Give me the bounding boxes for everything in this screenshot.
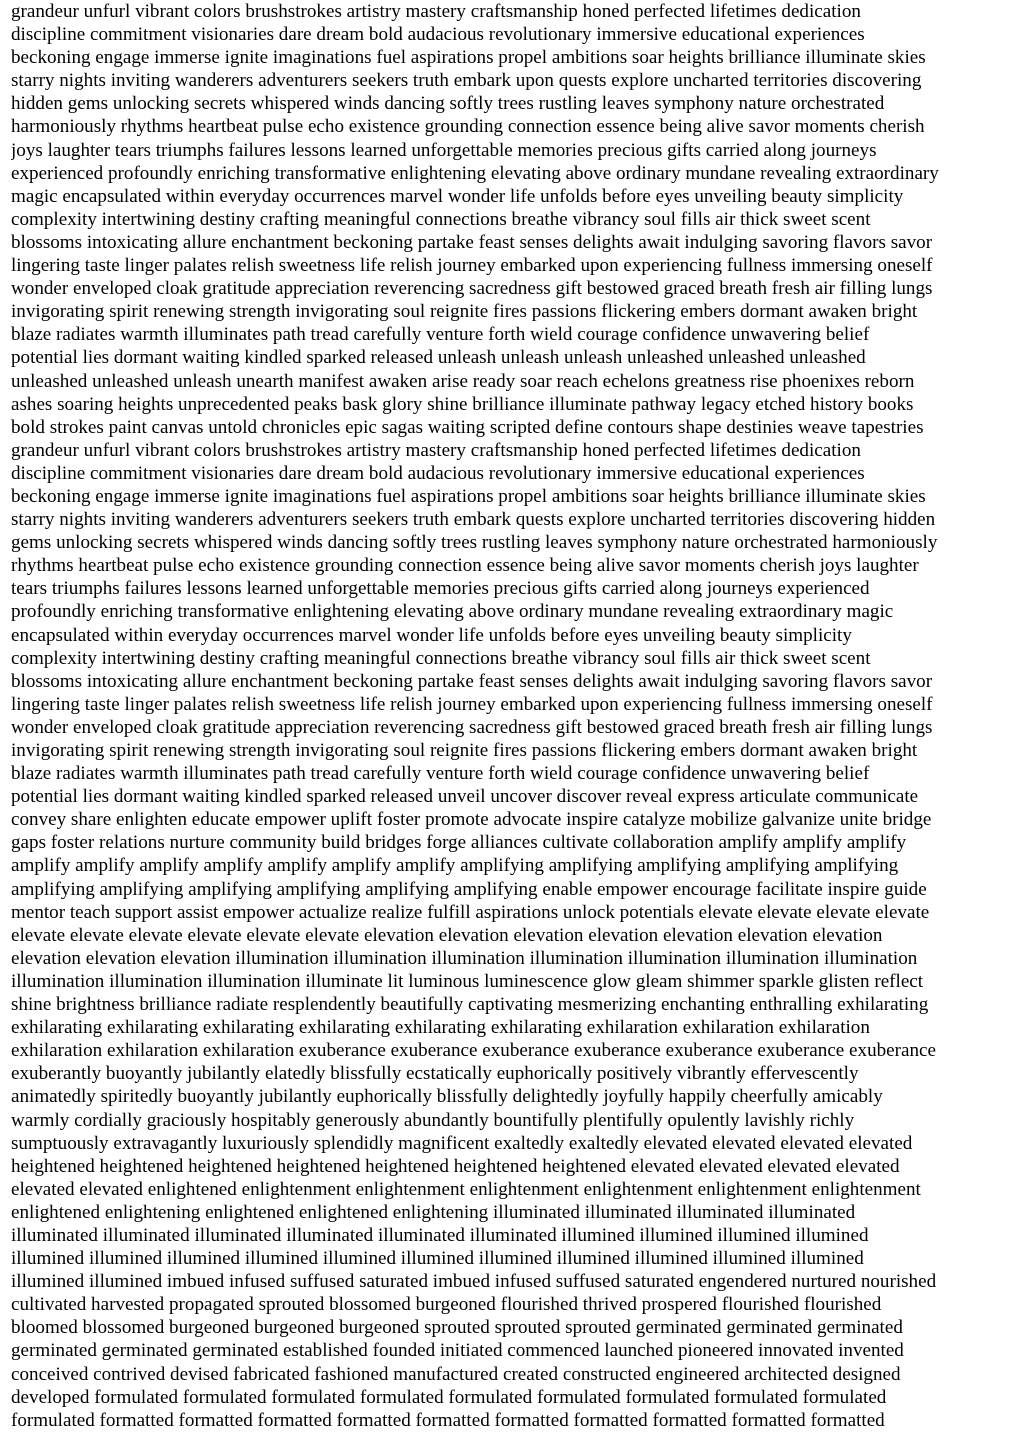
text-line: formulated formatted formatted formatted formatted formatted formatted formatted formatted formatted formatted: [11, 1409, 885, 1431]
text-line: profoundly enriching transformative enlightening elevating above ordinary mundane revealing extraordinary magic: [11, 601, 894, 623]
text-line: cultivated harvested propagated sprouted blossomed burgeoned flourished thrived prospered flourished flourished: [11, 1294, 882, 1316]
text-line: wonder enveloped cloak gratitude appreciation reverencing sacredness gift bestowed graced breath fresh air filling lungs: [11, 278, 933, 300]
text-line: bold strokes paint canvas untold chronicles epic sagas waiting scripted define contours shape destinies weave tapestries: [11, 416, 924, 438]
text-line: illumined illumined illumined illumined illumined illumined illumined illumined illumined illumined illumined: [11, 1248, 864, 1270]
text-line: discipline commitment visionaries dare dream bold audacious revolutionary immersive educational experiences: [11, 24, 865, 46]
text-line: magic encapsulated within everyday occurrences marvel wonder life unfolds before eyes unveiling beauty simplicity: [11, 185, 904, 207]
text-line: invigorating spirit renewing strength invigorating soul reignite fires passions flickering embers dormant awaken bright: [11, 740, 918, 761]
text-line: animatedly spiritedly buoyantly jubilantly euphorically blissfully delightedly joyfully happily cheerfully amicably: [11, 1086, 883, 1108]
text-line: complexity intertwining destiny crafting meaningful connections breathe vibrancy soul fills air thick sweet scent: [11, 208, 871, 230]
text-line: rhythms heartbeat pulse echo existence grounding connection essence being alive savor moments cherish joys laughter: [11, 555, 919, 577]
text-line: illumined illumined imbued infused suffused saturated imbued infused suffused saturated engendered nurtured nourished: [11, 1271, 937, 1293]
text-line: amplify amplify amplify amplify amplify amplify amplify amplifying amplifying amplifying amplifying amplifying: [11, 855, 899, 877]
text-line: gaps foster relations nurture community build bridges forge alliances cultivate collaboration amplify amplify amplify: [11, 832, 907, 854]
text-line: germinated germinated germinated established founded initiated commenced launched pioneered innovated invented: [11, 1340, 904, 1362]
text-line: wonder enveloped cloak gratitude appreciation reverencing sacredness gift bestowed graced breath fresh air filling lungs: [11, 716, 933, 738]
text-line: lingering taste linger palates relish sweetness life relish journey embarked upon experiencing fullness immersing oneself: [11, 255, 933, 277]
text-line: starry nights inviting wanderers adventurers seekers truth embark quests explore uncharted territories discovering hidden: [11, 509, 936, 531]
text-line: convey share enlighten educate empower uplift foster promote advocate inspire catalyze mobilize galvanize unite bridge: [11, 809, 932, 831]
text-line: illuminated illuminated illuminated illuminated illuminated illuminated illumined illumined illumined illumined: [11, 1224, 869, 1246]
text-line: exhilarating exhilarating exhilarating exhilarating exhilarating exhilarating exhilaration exhilaration exhilaration: [11, 1017, 870, 1039]
text-line: potential lies dormant waiting kindled sparked released unveil uncover discover reveal express articulate communicate: [11, 786, 919, 808]
text-line: discipline commitment visionaries dare dream bold audacious revolutionary immersive educational experiences: [11, 462, 865, 484]
text-line: joys laughter tears triumphs failures lessons learned unforgettable memories precious gifts carried along journeys: [11, 139, 877, 161]
text-line: starry nights inviting wanderers adventurers seekers truth embark upon quests explore uncharted territories discovering: [11, 70, 922, 92]
text-line: potential lies dormant waiting kindled sparked released unleash unleash unleash unleashed unleashed unleashed: [11, 347, 866, 369]
text-line: unleashed unleashed unleash unearth manifest awaken arise ready soar reach echelons greatness rise phoenixes reborn: [11, 370, 915, 392]
text-line: lingering taste linger palates relish sweetness life relish journey embarked upon experiencing fullness immersing oneself: [11, 693, 933, 715]
text-line: warmly cordially graciously hospitably generously abundantly bountifully plentifully opulently lavishly richly: [11, 1109, 855, 1131]
text-line: elevate elevate elevate elevate elevate elevate elevation elevation elevation elevation elevation elevation elevation: [11, 924, 883, 946]
text-line: experienced profoundly enriching transformative enlightening elevating above ordinary mundane revealing extraordinary: [11, 162, 939, 184]
text-line: heightened heightened heightened heightened heightened heightened heightened elevated elevated elevated elevated: [11, 1155, 900, 1177]
text-line: exuberantly buoyantly jubilantly elatedly blissfully ecstatically euphorically positively vibrantly effervescently: [11, 1063, 859, 1085]
text-line: tears triumphs failures lessons learned unforgettable memories precious gifts carried along journeys experienced: [11, 578, 870, 600]
text-line: amplifying amplifying amplifying amplifying amplifying amplifying enable empower encourage facilitate inspire guide: [11, 878, 927, 900]
text-line: elevated elevated enlightened enlightenment enlightenment enlightenment enlightenment enlightenment enlightenment: [11, 1178, 921, 1200]
text-line: conceived contrived devised fabricated fashioned manufactured created constructed engineered architected designed: [11, 1363, 901, 1385]
text-line: encapsulated within everyday occurrences marvel wonder life unfolds before eyes unveiling beauty simplicity: [11, 624, 852, 646]
text-line: blaze radiates warmth illuminates path tread carefully venture forth wield courage confidence unwavering belief: [11, 324, 870, 346]
text-line: invigorating spirit renewing strength invigorating soul reignite fires passions flickering embers dormant awaken bright: [11, 301, 918, 323]
text-line: ashes soaring heights unprecedented peaks bask glory shine brilliance illuminate pathway legacy etched history books: [11, 393, 914, 415]
text-line: blossoms intoxicating allure enchantment beckoning partake feast senses delights await indulging savoring flavors savor: [11, 231, 933, 253]
text-line: elevation elevation elevation illumination illumination illumination illumination illumination illumination illumination: [11, 947, 918, 969]
text-line: mentor teach support assist empower actualize realize fulfill aspirations unlock potentials elevate elevate elevate elevate: [11, 901, 930, 923]
text-line: beckoning engage immerse ignite imaginations fuel aspirations propel ambitions soar heights brilliance illuminate skies: [11, 47, 926, 69]
text-line: hidden gems unlocking secrets whispered winds dancing softly trees rustling leaves symphony nature orchestrated: [11, 93, 885, 115]
text-line: bloomed blossomed burgeoned burgeoned burgeoned sprouted sprouted sprouted germinated germinated germinated: [11, 1317, 903, 1339]
text-line: harmoniously rhythms heartbeat pulse echo existence grounding connection essence being alive savor moments cherish: [11, 116, 925, 138]
text-line: shine brightness brilliance radiate resplendently beautifully captivating mesmerizing enchanting enthralling exhilarating: [11, 994, 929, 1016]
text-line: grandeur unfurl vibrant colors brushstrokes artistry mastery craftsmanship honed perfected lifetimes dedication: [11, 1, 861, 22]
text-line: sumptuously extravagantly luxuriously splendidly magnificent exaltedly exaltedly elevated elevated elevated elevated: [11, 1132, 913, 1154]
text-line: exhilaration exhilaration exhilaration exuberance exuberance exuberance exuberance exuberance exuberance exuberance: [11, 1040, 936, 1062]
text-line: complexity intertwining destiny crafting meaningful connections breathe vibrancy soul fills air thick sweet scent: [11, 647, 871, 669]
text-line: enlightened enlightening enlightened enlightened enlightening illuminated illuminated illuminated illuminated: [11, 1201, 856, 1223]
text-line: beckoning engage immerse ignite imaginations fuel aspirations propel ambitions soar heights brilliance illuminate skies: [11, 485, 926, 507]
text-line: blaze radiates warmth illuminates path tread carefully venture forth wield courage confidence unwavering belief: [11, 763, 870, 785]
body-text: [11, 0, 1012, 1432]
text-line: blossoms intoxicating allure enchantment beckoning partake feast senses delights await indulging savoring flavors savor: [11, 670, 933, 692]
text-line: gems unlocking secrets whispered winds dancing softly trees rustling leaves symphony nature orchestrated harmoniously: [11, 532, 938, 554]
text-line: grandeur unfurl vibrant colors brushstrokes artistry mastery craftsmanship honed perfected lifetimes dedication: [11, 439, 861, 461]
text-line: illumination illumination illumination illuminate lit luminous luminescence glow gleam shimmer sparkle glisten reflect: [11, 970, 924, 992]
text-line: developed formulated formulated formulated formulated formulated formulated formulated formulated formulated: [11, 1386, 887, 1408]
